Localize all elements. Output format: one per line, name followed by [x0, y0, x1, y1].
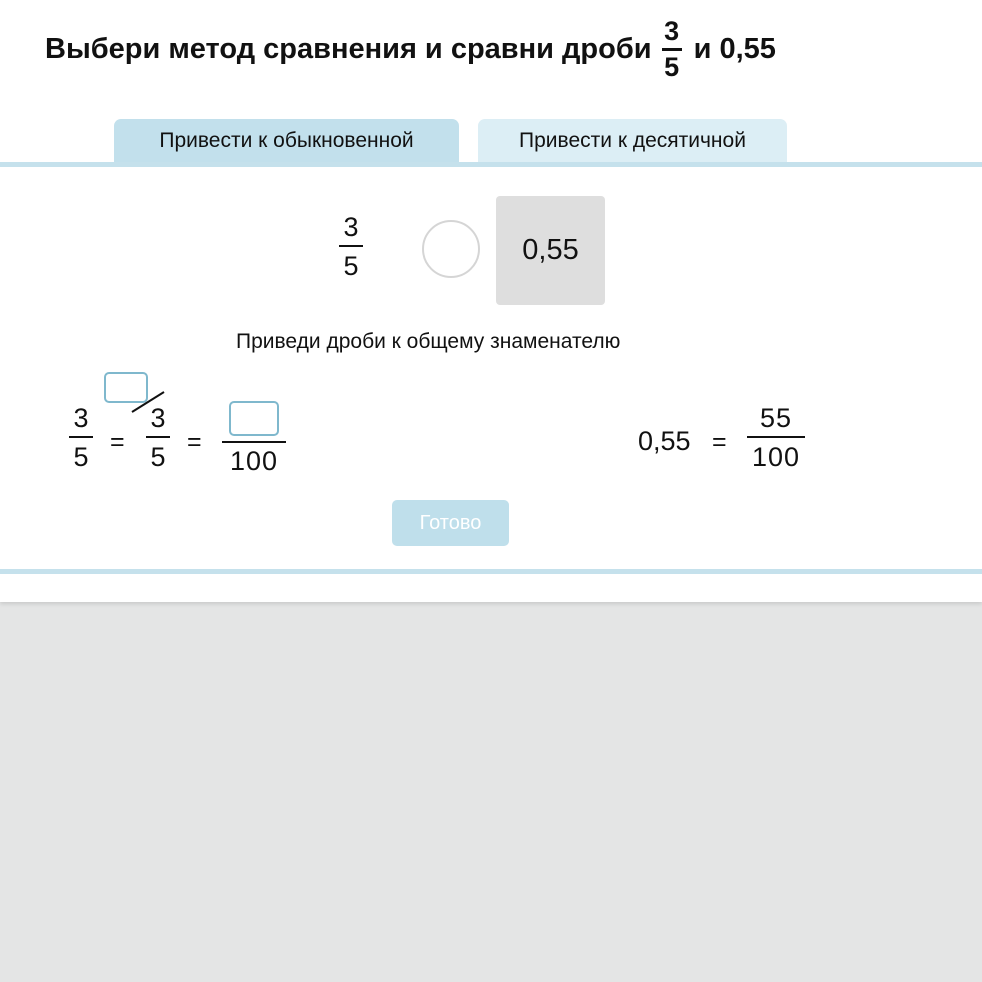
- right-equation-decimal: 0,55: [638, 426, 691, 456]
- title-fraction-numerator: 3: [664, 15, 680, 46]
- fraction-bar: [339, 245, 363, 247]
- title-text: Выбери метод сравнения и сравни дроби: [45, 32, 652, 65]
- divider-bottom: [0, 569, 982, 574]
- fraction-bar: [747, 436, 805, 438]
- comparison-left-numerator: 3: [343, 212, 359, 242]
- right-equation-denominator: 100: [751, 442, 801, 472]
- left-equation-fraction-multiplied: [143, 405, 173, 471]
- right-equation-numerator: 55: [759, 403, 793, 433]
- result-numerator-input[interactable]: [229, 401, 279, 436]
- method-tabs: [0, 119, 982, 163]
- left-equation-result-fraction: [222, 401, 286, 475]
- title-connector: и: [693, 32, 712, 65]
- fraction-bar: [222, 441, 286, 443]
- title-fraction: [662, 15, 682, 82]
- multiplied-numerator: 3: [150, 403, 166, 433]
- fraction-bar: [69, 436, 93, 438]
- tab-common-fraction[interactable]: Привести к обыкновенной: [114, 119, 459, 163]
- title-decimal: 0,55: [719, 32, 776, 65]
- divider-top: [0, 162, 982, 167]
- equals-sign: =: [187, 428, 202, 456]
- comparison-sign-slot[interactable]: [422, 220, 480, 278]
- instruction-text: Приведи дроби к общему знаменателю: [236, 330, 621, 353]
- left-equation-fraction-original: [66, 405, 96, 471]
- title-fraction-denominator: 5: [664, 51, 680, 82]
- ready-button[interactable]: Готово: [392, 500, 509, 546]
- equals-sign: =: [110, 428, 125, 456]
- fraction-bar: [146, 436, 170, 438]
- equals-sign: =: [712, 428, 727, 456]
- comparison-left-fraction: [336, 214, 366, 280]
- comparison-right-value: 0,55: [496, 196, 605, 305]
- multiplied-denominator: 5: [150, 442, 166, 472]
- original-numerator: 3: [73, 403, 89, 433]
- tab-decimal-fraction[interactable]: Привести к десятичной: [478, 119, 787, 163]
- comparison-left-denominator: 5: [343, 251, 359, 281]
- result-denominator: 100: [229, 446, 279, 476]
- fraction-bar: [662, 48, 682, 51]
- original-denominator: 5: [73, 442, 89, 472]
- page-title: [45, 14, 776, 84]
- right-equation-fraction: [747, 405, 805, 471]
